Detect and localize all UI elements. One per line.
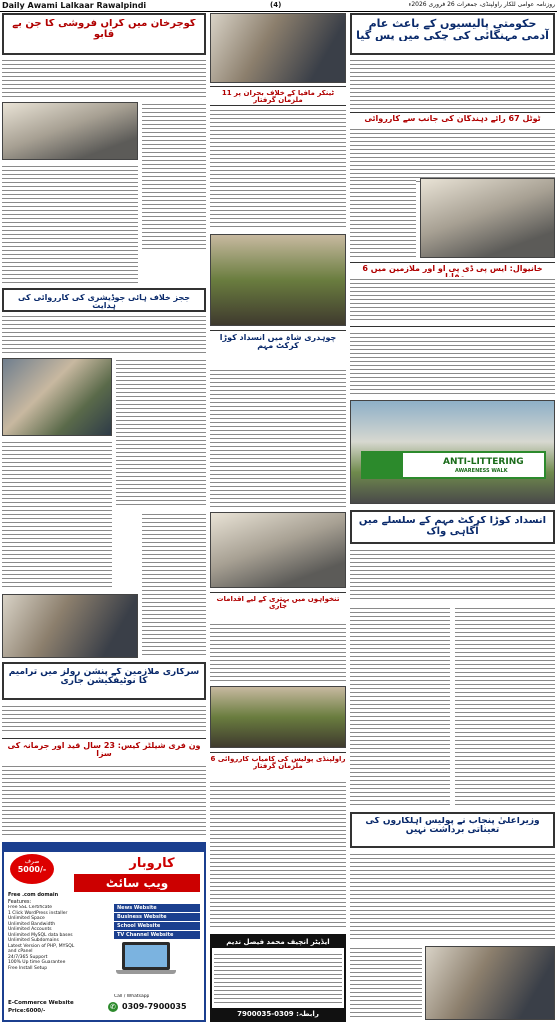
story-rawalpindi-police	[210, 752, 346, 778]
ad-ecommerce-price: Price:6000/-	[8, 1008, 46, 1014]
headline-box-judge	[2, 288, 206, 312]
headline-box-pension	[2, 662, 206, 700]
article-right-col-3	[455, 606, 555, 806]
ad-top-strip	[4, 844, 204, 852]
editor-box	[210, 934, 346, 1022]
headline-middle-left: تنخواہوں میں بہتری کے لیے اقدامات جاری	[216, 596, 340, 611]
article-middle-3	[210, 622, 346, 682]
article-left-col-side	[142, 102, 206, 252]
headline-top-left: گوجرخان میں گراں فروشی کا جن بے قابو	[12, 19, 196, 40]
photo-awareness-walk	[350, 400, 555, 504]
anti-littering-banner	[361, 451, 546, 479]
headline-pension: سرکاری ملازمین کے پنشن رولز میں ترامیم کا نوٹیفکیشن جاری	[8, 668, 200, 687]
ad-website-type: Business Website	[114, 913, 200, 921]
headline-box-bottom-right	[350, 812, 555, 848]
headline-chohan: چوہدری شاہ میں انسداد کوڑا کرکٹ مہم	[219, 334, 337, 351]
ad-price-label: صرف	[24, 858, 40, 865]
article-judge-text	[2, 314, 206, 354]
web-hosting-ad	[2, 842, 206, 1022]
ad-price: 5000/-	[17, 865, 47, 874]
laptop-icon	[116, 942, 176, 976]
ad-call-label: Call / Whatsapp	[114, 994, 150, 999]
headline-tanker: ٹینکر مافیا کے خلاف بحران پر 11 ملزمان گرفتار	[221, 90, 335, 105]
article-bottom-right-small	[350, 946, 422, 1020]
headline-box-anti-litter	[350, 510, 555, 544]
story-sentence	[2, 738, 206, 762]
banner-title: ANTI-LITTERING	[443, 457, 524, 467]
editor-contact: رابطہ: 0309-7900035	[212, 1008, 344, 1020]
banner-green-strip	[363, 453, 403, 477]
banner-subtitle: AWARENESS WALK	[455, 468, 508, 474]
article-left-col-4	[142, 512, 206, 658]
photo-meeting-left	[2, 102, 138, 160]
headline-box-top-left	[2, 13, 206, 55]
headline-rawalpindi-police: راولپنڈی پولیس کی کامیاب کارروائی 6 ملزمان گرفتار	[210, 756, 346, 771]
photo-conference	[210, 512, 346, 588]
article-left-col-3	[2, 440, 112, 590]
article-top-right-text	[350, 58, 555, 110]
ad-subtitle: ویب سائٹ	[74, 874, 200, 892]
article-anti-litter-text	[350, 548, 555, 602]
photo-two-men	[425, 946, 555, 1020]
story-punjab-police	[350, 262, 555, 322]
ad-feature: Unlimited Bandwidth	[8, 921, 56, 927]
ad-ecommerce: E-Commerce Website	[8, 1000, 74, 1006]
ad-website-type: News Website	[114, 904, 200, 912]
ad-feature: Unlimited Accounts	[8, 927, 52, 932]
article-bottom-right-text	[350, 852, 555, 942]
phone-icon: ✆	[108, 1002, 118, 1012]
ad-feature: Unlimited Space	[8, 916, 45, 921]
article-middle-4	[210, 780, 346, 930]
article-left-col-1	[2, 164, 138, 284]
ad-website-type: TV Channel Website	[114, 931, 200, 939]
ad-phone: 0309-7900035	[122, 1002, 187, 1011]
headline-punjab-police: خانیوال: ایس پی ڈی پی او اور ملازمین میں 6	[362, 265, 543, 273]
ad-features-list	[8, 905, 78, 971]
ad-feature: Unlimited MySQL data bases	[8, 932, 73, 938]
ad-title: کاروبار	[129, 856, 175, 871]
ad-feature: Latest Version of PHP, MYSQL	[8, 943, 75, 949]
headline-anti-litter: انسداد کوڑا کرکٹ مہم کے سلسلے میں آگاہی واک	[358, 516, 547, 537]
story-chohan	[210, 330, 346, 366]
article-middle-2	[210, 368, 346, 508]
photo-police-officer	[210, 234, 346, 326]
article-sentence-text	[2, 764, 206, 838]
story-drone	[350, 326, 555, 396]
headline-bottom-right: وزیراعلیٰ پنجاب نے پولیس اہلکاروں کی تعیناتی برداشت نہیں	[365, 817, 540, 836]
ad-feature: 24/7/365 Support	[8, 954, 48, 960]
ad-feature: Unlimited Subdomains	[8, 938, 59, 943]
ad-feature: 100% Up time Guarantee	[8, 960, 66, 965]
story-middle-left	[210, 592, 346, 620]
ad-website-type: School Website	[114, 922, 200, 930]
ad-website-types	[114, 904, 200, 939]
page-number: (4)	[270, 1, 282, 9]
photo-officer-desk	[420, 178, 555, 258]
article-right-col-1	[350, 178, 416, 258]
article-middle-1	[210, 108, 346, 230]
photo-officer-2	[210, 686, 346, 748]
photo-family	[2, 358, 112, 436]
headline-police-arrest: ٹوٹل 67 رائے دہندگان کی جانب سے کارروائی	[364, 115, 541, 123]
ad-price-badge	[10, 854, 54, 884]
article-pension-text	[2, 704, 206, 734]
ad-feature: Free SSL Certificate	[8, 905, 53, 910]
ad-features-label: Features:	[8, 899, 32, 905]
ad-feature: and cPanel	[8, 949, 33, 954]
photo-meeting-top	[210, 13, 346, 83]
headline-box-top-right	[350, 13, 555, 55]
story-police-arrest	[350, 112, 555, 182]
story-tanker	[210, 86, 346, 106]
editor-title: ایڈیٹر انچیف محمد فیصل ندیم	[212, 936, 344, 948]
paper-name: Daily Awami Lalkaar Rawalpindi	[2, 1, 147, 10]
photo-ceremony	[2, 594, 138, 658]
ad-feature: 1 Click WordPress installer	[8, 910, 68, 916]
headline-judge: ججز خلاف ہائی جوڈیشری کی کارروائی کی ہدایت	[17, 294, 191, 311]
article-right-col-2	[350, 606, 450, 806]
article-left-col-2	[116, 358, 206, 508]
ad-domain: Free .com domain	[8, 892, 59, 898]
ad-feature: Free Install Setup	[8, 965, 48, 971]
headline-top-right: حکومتی پالیسیوں کے باعث عام آدمی مہنگائی کی چکی میں پس گیا	[356, 18, 549, 42]
headline-sentence: ون فری شیلٹر کیس: 23 سال قید اور جرمانہ کی سزا	[7, 742, 201, 759]
article-top-left-text	[2, 58, 206, 98]
date-line: روزنامہ عوامی للکار راولپنڈی، جمعرات 26 فروری 2026ء	[408, 1, 555, 8]
masthead	[0, 0, 557, 12]
